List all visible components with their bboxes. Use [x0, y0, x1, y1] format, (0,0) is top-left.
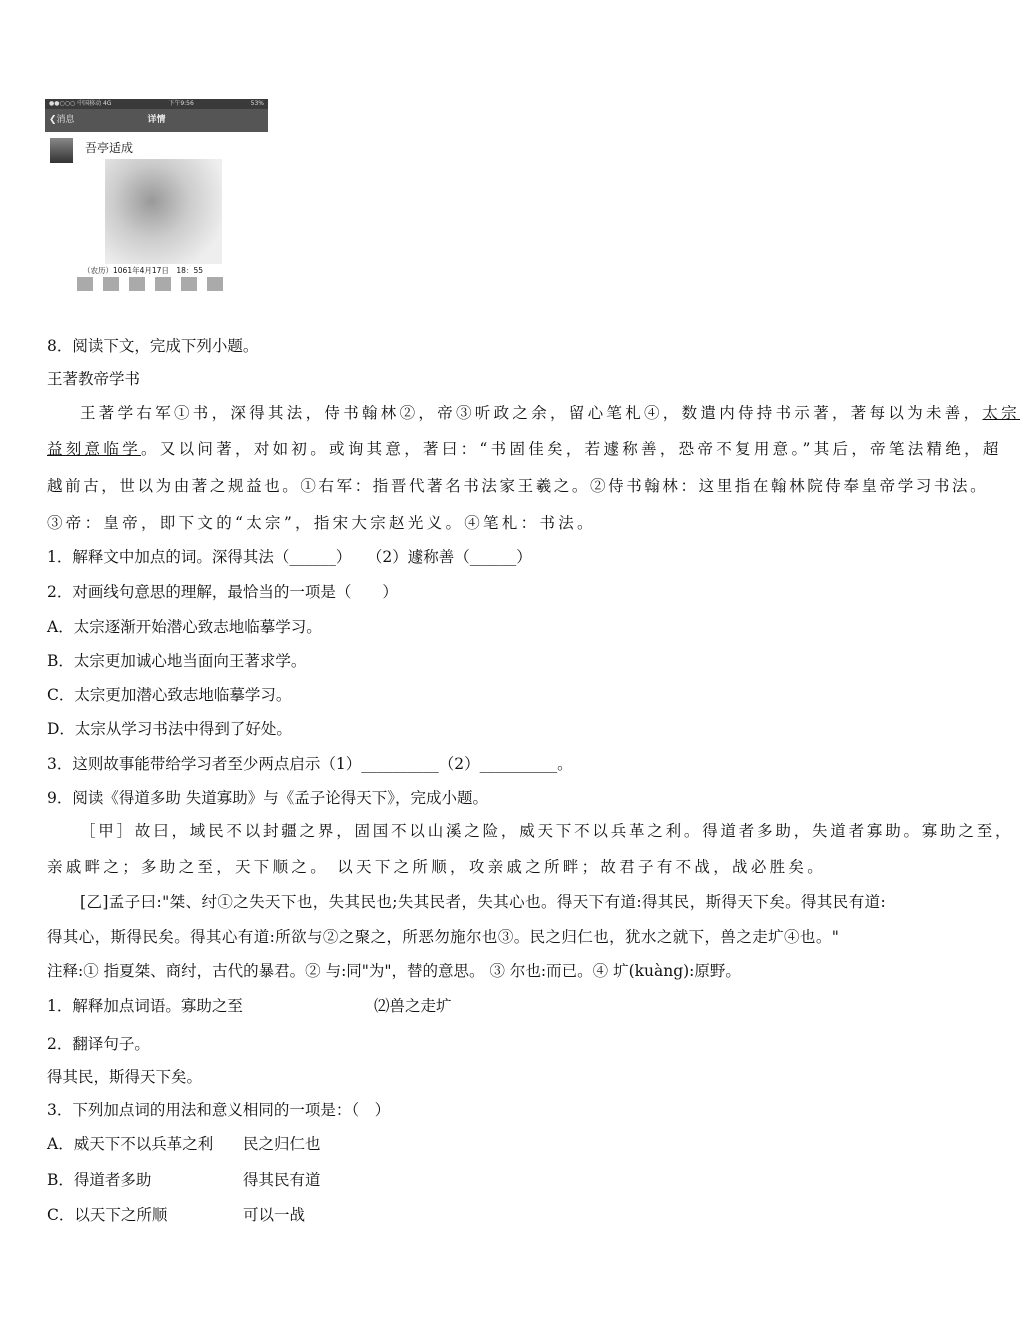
post-date: （农历）1061年4月17日 18：55	[83, 266, 203, 275]
status-bar	[45, 99, 268, 109]
passage-text: 王著学右军①书，深得其法，侍书翰林②，帝③听政之余，留心笔札④，数遣内侍持书示著，著每以为未善，	[80, 404, 983, 422]
q9-sub1-part2: ⑵兽之走圹	[374, 997, 452, 1015]
back-label: ❮消息	[49, 115, 75, 125]
q9-sub2: 2．翻译句子。	[47, 1035, 150, 1053]
nav-bar	[45, 109, 268, 132]
q8-passage-line	[80, 403, 1020, 423]
thumbnail-row	[77, 277, 223, 291]
passage-text: 。又以问著，对如初。或询其意，著曰：“书固佳矣，若遽称善，恐帝不复用意。”其后，帝笔法精绝，超	[141, 440, 1002, 458]
q9-jia-line: ［甲］故曰，域民不以封疆之界，固国不以山溪之险，威天下不以兵革之利。得道者多助，失道者寡助。寡助之至，	[80, 822, 1014, 840]
thumbnail	[181, 277, 197, 291]
battery-text: 53%	[250, 100, 264, 107]
q8-passage-line	[47, 439, 1002, 459]
q9-option-a-compare: 民之归仁也	[243, 1135, 321, 1153]
q9-notes: 注释:① 指夏桀、商纣，古代的暴君。② 与:同"为"，替的意思。 ③ 尔也:而已。④ 圹(kuàng):原野。	[47, 962, 741, 980]
underlined-text: 太宗	[982, 404, 1020, 422]
q9-option-c-compare: 可以一战	[243, 1206, 306, 1224]
avatar	[50, 138, 73, 163]
q9-jia-line: 亲戚畔之；多助之至，天下顺之。 以天下之所顺，攻亲戚之所畔；故君子有不战，战必胜矣。	[47, 858, 827, 876]
thumbnail	[207, 277, 223, 291]
q9-option-b-compare: 得其民有道	[243, 1171, 321, 1189]
thumbnail	[77, 277, 93, 291]
underlined-text: 益刻意临学	[47, 440, 142, 458]
q8-heading: 8．阅读下文，完成下列小题。	[47, 337, 259, 355]
q9-sub3: 3．下列加点词的用法和意义相同的一项是：（ ）	[47, 1101, 391, 1119]
landscape-painting-image	[105, 159, 222, 264]
time-text: 下午9:56	[168, 100, 194, 107]
thumbnail	[103, 277, 119, 291]
q9-heading: 9．阅读《得道多助 失道寡助》与《孟子论得天下》，完成小题。	[47, 789, 489, 807]
q8-sub1: 1．解释文中加点的词。深得其法（______） （2）遽称善（______）	[47, 548, 532, 566]
q9-yi-line: 得其心，斯得民矣。得其心有道:所欲与②之聚之，所恶勿施尔也③。民之归仁也，犹水之就下，兽之走圹④也。"	[47, 928, 840, 946]
q9-option-c: C．以天下之所顺	[47, 1206, 168, 1224]
q9-yi-line: [乙]孟子曰:"桀、纣①之失天下也，失其民也;失其民者，失其心也。得天下有道:得其民，斯得天下矣。得其民有道:	[80, 893, 887, 911]
q9-option-b: B．得道者多助	[47, 1171, 152, 1189]
nav-title: 详情	[147, 115, 166, 125]
q9-sub1: 1．解释加点词语。寡助之至	[47, 997, 243, 1015]
q8-option-c: C．太宗更加潜心致志地临摹学习。	[47, 686, 292, 704]
phone-screenshot-image	[45, 99, 268, 295]
q8-sub3: 3．这则故事能带给学习者至少两点启示（1）__________（2）__________。	[47, 755, 573, 773]
q9-sub2-sentence: 得其民，斯得天下矣。	[47, 1068, 203, 1086]
thumbnail	[155, 277, 171, 291]
carrier-text: ●●○○○ 中国移动 4G	[49, 100, 112, 107]
q8-passage-line: ③帝：皇帝，即下文的“太宗”，指宋大宗赵光义。④笔札：书法。	[47, 514, 596, 532]
q8-passage-line: 越前古，世以为由著之规益也。①右军：指晋代著名书法家王羲之。②侍书翰林：这里指在翰林院侍奉皇帝学习书法。	[47, 477, 989, 495]
q9-option-a: A．威天下不以兵革之利	[47, 1135, 214, 1153]
q8-option-d: D．太宗从学习书法中得到了好处。	[47, 720, 292, 738]
post-caption: 吾亭适成	[85, 141, 134, 155]
q8-option-b: B．太宗更加诚心地当面向王著求学。	[47, 652, 307, 670]
q8-option-a: A．太宗逐渐开始潜心致志地临摹学习。	[47, 618, 322, 636]
q8-title: 王著教帝学书	[47, 370, 141, 388]
q8-sub2: 2．对画线句意思的理解，最恰当的一项是（ ）	[47, 583, 398, 601]
thumbnail	[129, 277, 145, 291]
